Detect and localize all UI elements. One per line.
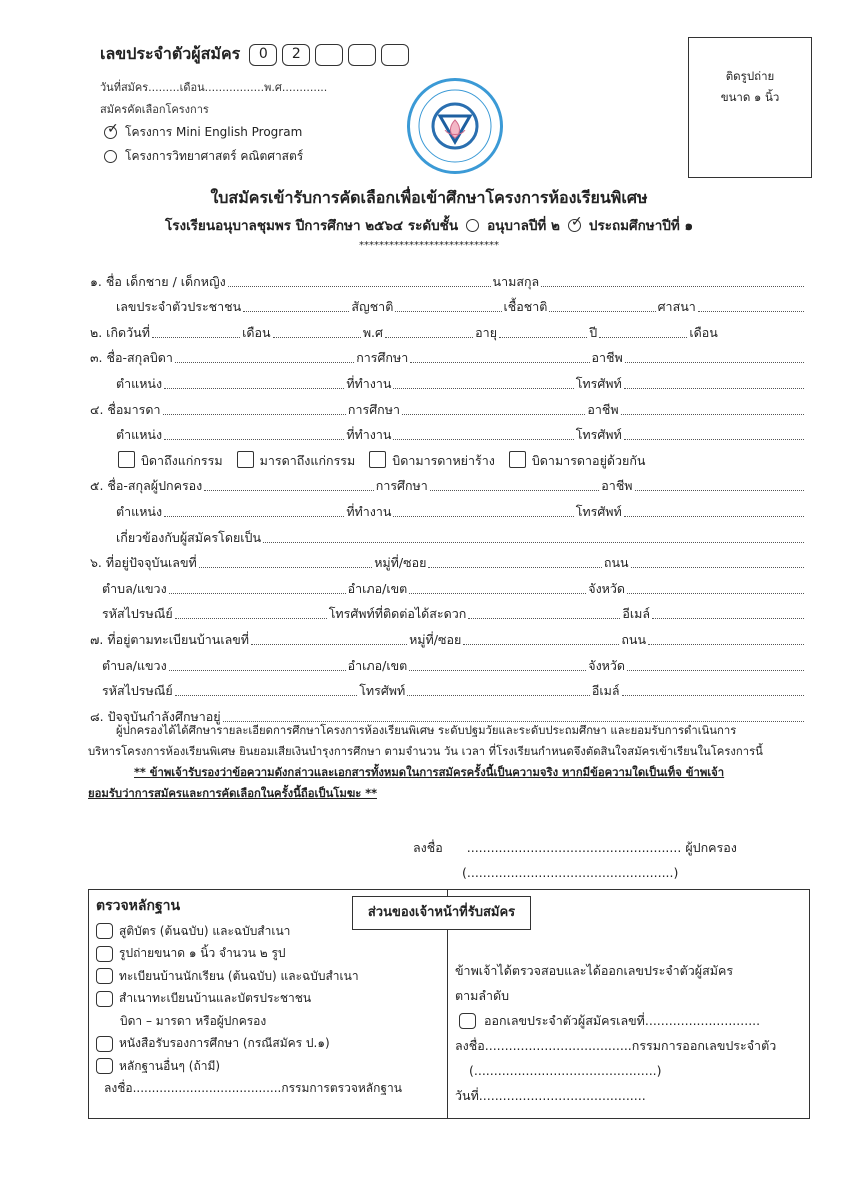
guardian-name-line[interactable]: (....................................................) xyxy=(462,865,679,880)
number-issuance xyxy=(455,958,805,1108)
checkbox[interactable] xyxy=(96,923,113,939)
checkbox[interactable] xyxy=(96,1036,113,1052)
field-label: อำเภอ/เขต xyxy=(347,580,408,596)
field-input[interactable] xyxy=(635,490,804,491)
field-input[interactable] xyxy=(163,414,346,415)
issue-number-label: ออกเลขประจำตัวผู้สมัครเลขที่............................. xyxy=(484,1013,761,1028)
checkbox[interactable] xyxy=(237,451,254,468)
sign-role: ผู้ปกครอง xyxy=(685,840,737,855)
field-input[interactable] xyxy=(273,337,361,338)
field-label: เลขประจำตัวประชาชน xyxy=(116,299,242,315)
field-label: ตำบล/แขวง xyxy=(102,657,167,673)
field-input[interactable] xyxy=(169,670,346,671)
checkbox[interactable] xyxy=(96,1058,113,1074)
field-input[interactable] xyxy=(393,516,573,517)
field-input[interactable] xyxy=(169,593,346,594)
field-input[interactable] xyxy=(652,618,804,619)
evidence-label: หนังสือรับรองการศึกษา (กรณีสมัคร ป.๑) xyxy=(119,1036,330,1051)
field-label: อีเมล์ xyxy=(591,683,620,699)
program-option-label: โครงการ Mini English Program xyxy=(125,125,303,139)
photo-label: ติดรูปถ่าย xyxy=(725,69,775,83)
field-label: ๖. ที่อยู่ปัจจุบันเลขที่ xyxy=(90,555,197,571)
field-label: ๕. ชื่อ-สกุลผู้ปกครอง xyxy=(90,478,203,494)
school-year-text: โรงเรียนอนุบาลชุมพร ปีการศึกษา ๒๕๖๔ ระดับชั้น xyxy=(164,218,459,234)
field-input[interactable] xyxy=(627,593,804,594)
field-input[interactable] xyxy=(393,439,573,440)
field-label: ตำแหน่ง xyxy=(116,375,163,391)
form-row xyxy=(88,445,806,471)
field-label: เดือน xyxy=(689,324,718,340)
field-label: ตำแหน่ง xyxy=(116,427,163,443)
field-label: โทรศัพท์ xyxy=(575,503,622,519)
school-logo xyxy=(407,78,503,174)
evidence-label: สูติบัตร (ต้นฉบับ) และฉบับสำเนา xyxy=(119,923,291,938)
field-label: นามสกุล xyxy=(492,273,540,289)
field-label: จังหวัด xyxy=(588,657,626,673)
field-input[interactable] xyxy=(251,644,407,645)
issuance-text: ตามลำดับ xyxy=(455,988,510,1003)
form-title: ใบสมัครเข้ารับการคัดเลือกเพื่อเข้าศึกษาโครงการห้องเรียนพิเศษ xyxy=(210,188,648,207)
field-label: อายุ xyxy=(475,324,498,340)
evidence-title: ตรวจหลักฐาน xyxy=(96,898,181,914)
field-input[interactable] xyxy=(175,695,358,696)
checkbox[interactable] xyxy=(369,451,386,468)
field-label: การศึกษา xyxy=(347,401,400,417)
form-row xyxy=(88,368,806,394)
field-input[interactable] xyxy=(463,644,619,645)
separator-stars: **************************** xyxy=(359,240,499,251)
checkbox[interactable] xyxy=(96,946,113,962)
field-label: การศึกษา xyxy=(356,350,409,366)
field-label: ที่ทำงาน xyxy=(346,427,392,443)
field-input[interactable] xyxy=(541,286,804,287)
field-input[interactable] xyxy=(625,362,804,363)
form-row xyxy=(88,573,806,599)
field-input[interactable] xyxy=(402,414,585,415)
field-label: การศึกษา xyxy=(375,478,428,494)
field-input[interactable] xyxy=(430,490,599,491)
field-label: ศาสนา xyxy=(657,299,696,315)
field-input[interactable] xyxy=(549,311,655,312)
field-label: ถนน xyxy=(621,631,646,647)
form-row xyxy=(88,292,806,318)
field-input[interactable] xyxy=(385,337,473,338)
field-label: รหัสไปรษณีย์ xyxy=(102,683,173,699)
family-status-option[interactable] xyxy=(369,451,495,471)
field-label: อำเภอ/เขต xyxy=(347,657,408,673)
circle-icon[interactable] xyxy=(104,150,117,163)
field-input[interactable] xyxy=(152,337,240,338)
field-input[interactable] xyxy=(631,567,804,568)
field-label: ที่ทำงาน xyxy=(346,375,392,391)
field-input[interactable] xyxy=(409,593,586,594)
field-input[interactable] xyxy=(407,695,590,696)
form-row xyxy=(88,317,806,343)
level-option-label: อนุบาลปีที่ ๒ xyxy=(487,218,560,234)
field-label: พ.ศ xyxy=(362,324,383,340)
program-label: สมัครคัดเลือกโครงการ xyxy=(100,103,209,116)
field-input[interactable] xyxy=(204,490,373,491)
school-logo-icon xyxy=(415,86,495,166)
field-label: หมู่ที่/ซอย xyxy=(374,555,427,571)
family-status-option[interactable] xyxy=(237,451,356,471)
field-label: รหัสไปรษณีย์ xyxy=(102,606,173,622)
issuer-name-line[interactable]: (..............................................) xyxy=(469,1063,662,1078)
field-input[interactable] xyxy=(499,337,587,338)
family-status-label: มารดาถึงแก่กรรม xyxy=(259,452,356,468)
field-input[interactable] xyxy=(627,670,804,671)
evidence-item[interactable] xyxy=(96,988,441,1011)
form-row xyxy=(88,650,806,676)
form-row xyxy=(88,522,806,548)
consent-text xyxy=(88,720,812,804)
evidence-check xyxy=(96,895,441,1100)
field-label: ๑. ชื่อ เด็กชาย / เด็กหญิง xyxy=(90,273,226,289)
evidence-item[interactable] xyxy=(96,1033,441,1056)
field-label: ๗. ที่อยู่ตามทะเบียนบ้านเลขที่ xyxy=(90,631,250,647)
evidence-item[interactable] xyxy=(96,920,441,943)
checkbox[interactable] xyxy=(459,1013,476,1029)
field-label: อาชีพ xyxy=(601,478,633,494)
officer-section-title: ส่วนของเจ้าหน้าที่รับสมัคร xyxy=(352,896,531,930)
field-label: โทรศัพท์ xyxy=(575,375,622,391)
field-input[interactable] xyxy=(393,388,573,389)
photo-placeholder xyxy=(688,37,812,178)
field-label: ๒. เกิดวันที่ xyxy=(90,324,150,340)
guardian-signature[interactable] xyxy=(413,838,737,858)
form-row xyxy=(88,394,806,420)
field-label: เกี่ยวข้องกับผู้สมัครโดยเป็น xyxy=(116,529,262,545)
evidence-item[interactable] xyxy=(96,943,441,966)
field-input[interactable] xyxy=(468,618,620,619)
field-label: ๘. ปัจจุบันกำลังศึกษาอยู่ xyxy=(90,708,221,724)
evidence-label: สำเนาทะเบียนบ้านและบัตรประชาชน xyxy=(119,991,312,1006)
form-row xyxy=(88,496,806,522)
issue-date[interactable]: วันที่.......................................... xyxy=(455,1088,646,1103)
field-label: อาชีพ xyxy=(591,350,623,366)
family-status-label: บิดามารดาหย่าร้าง xyxy=(392,452,495,468)
field-label: โทรศัพท์ที่ติดต่อได้สะดวก xyxy=(328,606,467,622)
form-row xyxy=(88,343,806,369)
field-input[interactable] xyxy=(428,567,601,568)
family-status-option[interactable] xyxy=(118,451,223,471)
field-label: ถนน xyxy=(603,555,629,571)
field-label: หมู่ที่/ซอย xyxy=(409,631,462,647)
field-label: สัญชาติ xyxy=(351,299,394,315)
field-label: เชื้อชาติ xyxy=(503,299,548,315)
field-label: ที่ทำงาน xyxy=(346,503,392,519)
form-row xyxy=(88,548,806,574)
circle-icon[interactable] xyxy=(466,219,479,232)
field-input[interactable] xyxy=(199,567,372,568)
form-row xyxy=(88,420,806,446)
program-option-label: โครงการวิทยาศาสตร์ คณิตศาสตร์ xyxy=(125,149,304,163)
field-input[interactable] xyxy=(624,516,804,517)
evidence-item[interactable] xyxy=(96,1055,441,1078)
checkbox[interactable] xyxy=(118,451,135,468)
photo-size: ขนาด ๑ นิ้ว xyxy=(720,90,780,104)
field-input[interactable] xyxy=(243,311,349,312)
field-input[interactable] xyxy=(175,362,354,363)
sign-line[interactable]: ...................................................... xyxy=(466,840,682,855)
sign-label: ลงชื่อ xyxy=(413,840,443,855)
family-status-option[interactable] xyxy=(509,451,646,471)
field-input[interactable] xyxy=(164,388,344,389)
family-status-label: บิดามารดาอยู่ด้วยกัน xyxy=(531,452,646,468)
evidence-item[interactable] xyxy=(96,965,441,988)
field-input[interactable] xyxy=(164,516,344,517)
form-row xyxy=(88,266,806,292)
issue-number-item[interactable] xyxy=(455,1008,805,1033)
applicant-number xyxy=(100,42,409,67)
applicant-digit-box[interactable] xyxy=(381,44,409,66)
field-label: โทรศัพท์ xyxy=(575,427,622,443)
apply-date[interactable]: วันที่สมัคร.........เดือน.................พ.ศ............. xyxy=(100,81,328,94)
applicant-form-fields xyxy=(88,266,806,727)
issuance-text: ข้าพเจ้าได้ตรวจสอบและได้ออกเลขประจำตัวผู้สมัคร xyxy=(455,963,734,978)
evidence-sub: บิดา – มารดา หรือผู้ปกครอง xyxy=(120,1013,267,1028)
level-option-label: ประถมศึกษาปีที่ ๑ xyxy=(588,218,694,234)
certify-line: ** ข้าพเจ้ารับรองว่าข้อความดังกล่าวและเอกสารทั้งหมดในการสมัครครั้งนี้เป็นความจริง หากมีข้อความใดเป็นเท็จ ข้าพเจ้า xyxy=(134,766,725,779)
field-input[interactable] xyxy=(175,618,327,619)
field-input[interactable] xyxy=(599,337,687,338)
field-input[interactable] xyxy=(164,439,344,440)
family-status-label: บิดาถึงแก่กรรม xyxy=(141,452,223,468)
field-label: ตำแหน่ง xyxy=(116,503,163,519)
field-input[interactable] xyxy=(409,670,586,671)
applicant-digit-box[interactable] xyxy=(348,44,376,66)
checked-circle-icon[interactable] xyxy=(104,126,117,139)
certify-line: ยอมรับว่าการสมัครและการคัดเลือกในครั้งนี้ถือเป็นโมฆะ ** xyxy=(88,787,378,800)
evidence-label: รูปถ่ายขนาด ๑ นิ้ว จำนวน ๒ รูป xyxy=(119,946,286,961)
field-label: ๓. ชื่อ-สกุลบิดา xyxy=(90,350,173,366)
field-input[interactable] xyxy=(624,439,804,440)
evidence-label: ทะเบียนบ้านนักเรียน (ต้นฉบับ) และฉบับสำเนา xyxy=(119,968,359,983)
evidence-signature[interactable]: ลงชื่อ.......................................กรรมการตรวจหลักฐาน xyxy=(104,1081,402,1096)
applicant-number-label: เลขประจำตัวผู้สมัคร xyxy=(100,44,241,63)
checked-circle-icon[interactable] xyxy=(568,219,581,232)
field-input[interactable] xyxy=(228,286,491,287)
field-label: เดือน xyxy=(242,324,271,340)
form-row xyxy=(88,599,806,625)
field-input[interactable] xyxy=(410,362,589,363)
form-row xyxy=(88,624,806,650)
field-input[interactable] xyxy=(698,311,804,312)
field-input[interactable] xyxy=(622,695,805,696)
school-line xyxy=(0,214,858,236)
field-label: ตำบล/แขวง xyxy=(102,580,167,596)
field-label: ปี xyxy=(589,324,598,340)
form-row xyxy=(88,676,806,702)
checkbox[interactable] xyxy=(96,991,113,1007)
applicant-digit-box[interactable]: 0 xyxy=(249,44,277,66)
program-option-mep[interactable] xyxy=(104,123,302,142)
applicant-digit-box[interactable] xyxy=(315,44,343,66)
issuer-signature[interactable]: ลงชื่อ.....................................กรรมการออกเลขประจำตัว xyxy=(455,1038,777,1053)
applicant-digit-box[interactable]: 2 xyxy=(282,44,310,66)
form-row xyxy=(88,471,806,497)
field-label: โทรศัพท์ xyxy=(359,683,406,699)
field-input[interactable] xyxy=(263,542,804,543)
evidence-label: หลักฐานอื่นๆ (ถ้ามี) xyxy=(119,1058,221,1073)
field-input[interactable] xyxy=(648,644,804,645)
checkbox[interactable] xyxy=(509,451,526,468)
consent-line: บริหารโครงการห้องเรียนพิเศษ ยินยอมเสียเงินบำรุงการศึกษา ตามจำนวน วัน เวลา ที่โรงเรียนกำหนดจึงตัดสินใจสมัครเข้าเรียนในโครงการนี้ xyxy=(88,745,763,758)
field-input[interactable] xyxy=(621,414,804,415)
checkbox[interactable] xyxy=(96,968,113,984)
field-label: อีเมล์ xyxy=(622,606,651,622)
field-input[interactable] xyxy=(624,388,804,389)
field-label: อาชีพ xyxy=(587,401,619,417)
program-option-science[interactable] xyxy=(104,147,303,166)
consent-line: ผู้ปกครองได้ได้ศึกษารายละเอียดการศึกษาโครงการห้องเรียนพิเศษ ระดับปฐมวัยและระดับประถมศึกษา และยอมรับการดำเนินการ xyxy=(116,724,737,737)
field-label: ๔. ชื่อมารดา xyxy=(90,401,161,417)
field-label: จังหวัด xyxy=(588,580,626,596)
field-input[interactable] xyxy=(395,311,501,312)
